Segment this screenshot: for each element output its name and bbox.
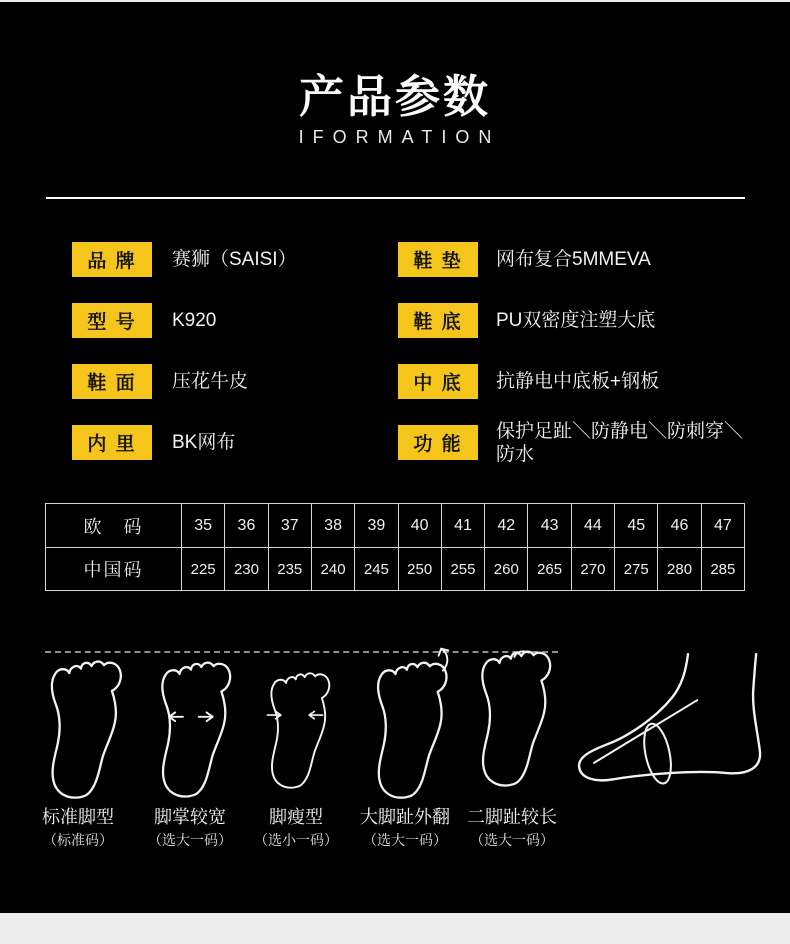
size-eu-cell: 37 [268, 504, 311, 547]
size-cn-cell: 230 [224, 547, 267, 590]
spec-label-badge: 鞋 底 [398, 303, 478, 338]
size-eu-cell: 38 [311, 504, 354, 547]
spec-label-badge: 鞋 垫 [398, 242, 478, 277]
size-eu-cell: 47 [701, 504, 744, 547]
footprint-standard-icon [30, 658, 130, 800]
foot-guide-note: （标准码） [43, 832, 113, 848]
spec-value: 保护足趾＼防静电＼防刺穿＼防水 [496, 420, 744, 465]
size-cn-cell: 255 [441, 547, 484, 590]
specs-column-left [72, 242, 297, 460]
size-eu-cell: 44 [571, 504, 614, 547]
spec-label-badge: 鞋 面 [72, 364, 152, 399]
spec-value: 抗静电中底板+钢板 [496, 371, 660, 392]
size-eu-header: 欧 码 [83, 516, 144, 537]
spec-value: K920 [172, 310, 217, 331]
foot-guide-note: （选大一码） [470, 832, 554, 848]
size-eu-cell: 39 [354, 504, 397, 547]
spec-row-outsole [398, 303, 748, 338]
size-cn-cell: 225 [181, 547, 224, 590]
spec-value: BK网布 [172, 432, 236, 453]
spec-row-function [398, 420, 748, 465]
spec-value: 赛狮（SAISI） [172, 249, 297, 270]
spec-value: 网布复合5MMEVA [496, 249, 651, 270]
size-cn-cell: 245 [354, 547, 397, 590]
size-eu-cell: 35 [181, 504, 224, 547]
spec-row-midsole [398, 364, 748, 399]
foot-guide-note: （选大一码） [148, 832, 232, 848]
size-cn-cell: 285 [701, 547, 744, 590]
size-cn-cell: 240 [311, 547, 354, 590]
foot-guide-label: 大脚趾外翻 [360, 807, 450, 827]
footprint-narrow-icon [254, 660, 336, 800]
size-eu-cell: 41 [441, 504, 484, 547]
title-divider [46, 197, 745, 199]
page-title: 产品参数 [298, 71, 491, 122]
foot-guide-item-standard [18, 806, 138, 849]
size-cn-cell: 260 [484, 547, 527, 590]
footprint-long-second-toe-icon [462, 644, 558, 792]
size-eu-cell: 42 [484, 504, 527, 547]
size-eu-cell: 43 [527, 504, 570, 547]
size-cn-cell: 265 [527, 547, 570, 590]
foot-guide-label: 二脚趾较长 [467, 807, 557, 827]
size-cn-cell: 275 [614, 547, 657, 590]
foot-guide-item-long-second-toe [438, 806, 586, 849]
foot-guide-label: 标准脚型 [42, 807, 114, 827]
specs-column-right [398, 242, 748, 465]
foot-guide-label: 脚瘦型 [269, 807, 323, 827]
spec-value: 压花牛皮 [172, 371, 249, 392]
foot-guide-note: （选大一码） [363, 832, 447, 848]
size-cn-cell: 250 [398, 547, 441, 590]
foot-guide-label: 脚掌较宽 [154, 807, 226, 827]
footprint-wide-icon [142, 658, 238, 800]
size-eu-cell: 46 [657, 504, 700, 547]
size-cn-cell: 280 [657, 547, 700, 590]
foot-guide-item-wide [128, 806, 252, 849]
bottom-divider-strip [0, 913, 790, 944]
spec-row-brand [72, 242, 297, 277]
foot-guide-note: （选小一码） [254, 832, 338, 848]
size-eu-cell: 45 [614, 504, 657, 547]
size-conversion-table [45, 503, 745, 591]
page-subtitle: IFORMATION [298, 127, 501, 147]
spec-row-insole [398, 242, 748, 277]
size-cn-cell: 270 [571, 547, 614, 590]
spec-value: PU双密度注塑大底 [496, 310, 656, 331]
spec-row-model [72, 303, 297, 338]
size-eu-cell: 36 [224, 504, 267, 547]
spec-label-badge: 功 能 [398, 425, 478, 460]
spec-label-badge: 内 里 [72, 425, 152, 460]
size-eu-cell: 40 [398, 504, 441, 547]
footprint-bunion-icon [356, 646, 456, 800]
spec-row-upper [72, 364, 297, 399]
spec-label-badge: 中 底 [398, 364, 478, 399]
spec-label-badge: 型 号 [72, 303, 152, 338]
spec-row-lining [72, 425, 297, 460]
size-cn-header: 中国码 [46, 547, 181, 590]
size-cn-cell: 235 [268, 547, 311, 590]
foot-side-profile-icon [570, 652, 782, 800]
top-divider-strip [0, 0, 790, 2]
spec-label-badge: 品 牌 [72, 242, 152, 277]
